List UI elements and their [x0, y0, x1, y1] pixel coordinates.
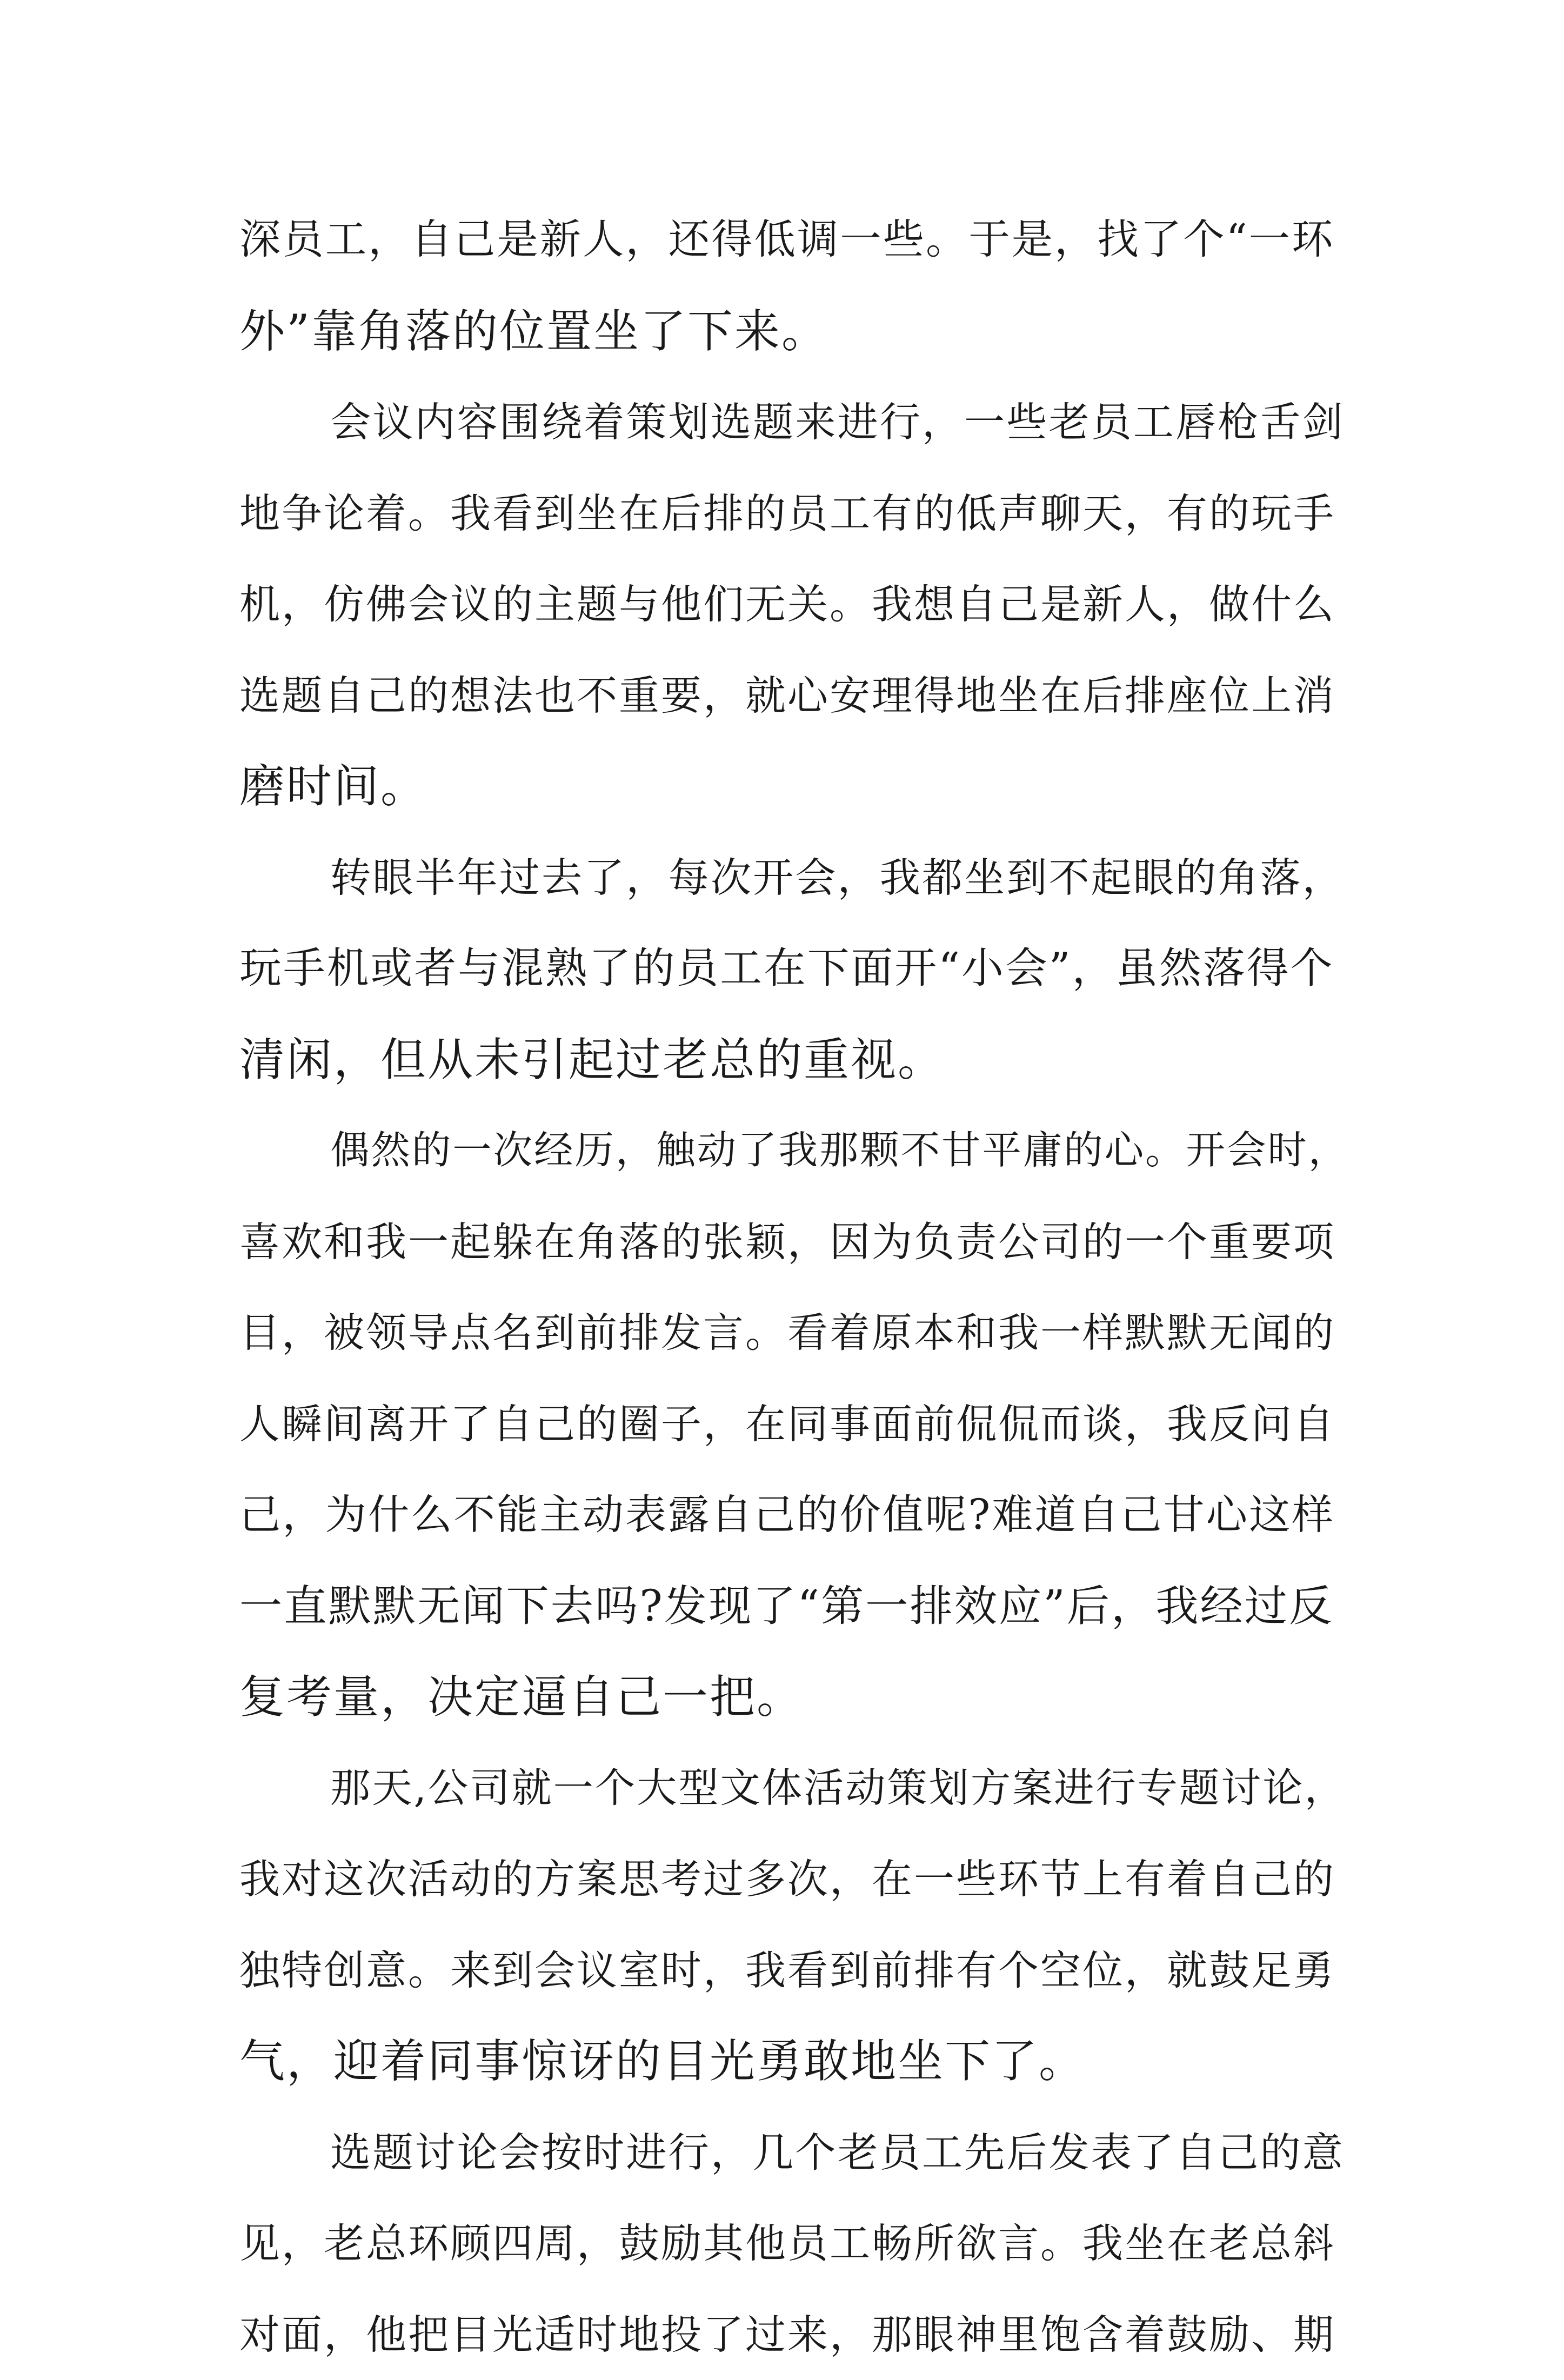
text-line: 机，仿佛会议的主题与他们无关。我想自己是新人，做什么	[239, 559, 1331, 650]
text-line: 一直默默无闻下去吗?发现了“第一排效应”后，我经过反	[239, 1561, 1331, 1652]
text-line: 对面，他把目光适时地投了过来，那眼神里饱含着鼓励、期	[239, 2289, 1331, 2380]
text-line: 磨时间。	[239, 741, 1331, 832]
text-line: 喜欢和我一起躲在角落的张颖，因为负责公司的一个重要项	[239, 1196, 1331, 1288]
text-line: 选题自己的想法也不重要，就心安理得地坐在后排座位上消	[239, 650, 1331, 741]
paragraph-first-line: 转眼半年过去了，每次开会，我都坐到不起眼的角落，	[239, 832, 1331, 924]
text-line: 地争论着。我看到坐在后排的员工有的低声聊天，有的玩手	[239, 468, 1331, 559]
text-line: 清闲，但从未引起过老总的重视。	[239, 1014, 1331, 1106]
text-line: 玩手机或者与混熟了的员工在下面开“小会”，虽然落得个	[239, 923, 1331, 1014]
text-line: 气，迎着同事惊讶的目光勇敢地坐下了。	[239, 2016, 1331, 2107]
text-line: 外”靠角落的位置坐了下来。	[239, 286, 1331, 377]
paragraph-first-line: 偶然的一次经历，触动了我那颗不甘平庸的心。开会时，	[239, 1105, 1331, 1196]
text-line: 己，为什么不能主动表露自己的价值呢?难道自己甘心这样	[239, 1469, 1331, 1561]
text-line: 人瞬间离开了自己的圈子，在同事面前侃侃而谈，我反问自	[239, 1379, 1331, 1470]
paragraph-first-line: 会议内容围绕着策划选题来进行，一些老员工唇枪舌剑	[239, 377, 1331, 468]
text-line: 见，老总环顾四周，鼓励其他员工畅所欲言。我坐在老总斜	[239, 2198, 1331, 2289]
text-line: 复考量，决定逼自己一把。	[239, 1652, 1331, 1743]
paragraph-first-line: 那天,公司就一个大型文体活动策划方案进行专题讨论，	[239, 1743, 1331, 1834]
text-line: 独特创意。来到会议室时，我看到前排有个空位，就鼓足勇	[239, 1925, 1331, 2016]
text-line: 目，被领导点名到前排发言。看着原本和我一样默默无闻的	[239, 1287, 1331, 1379]
text-line: 深员工，自己是新人，还得低调一些。于是，找了个“一环	[239, 195, 1331, 286]
paragraph-first-line: 选题讨论会按时进行，几个老员工先后发表了自己的意	[239, 2107, 1331, 2198]
text-line: 我对这次活动的方案思考过多次，在一些环节上有着自己的	[239, 1834, 1331, 1925]
article-body	[239, 195, 1331, 2380]
